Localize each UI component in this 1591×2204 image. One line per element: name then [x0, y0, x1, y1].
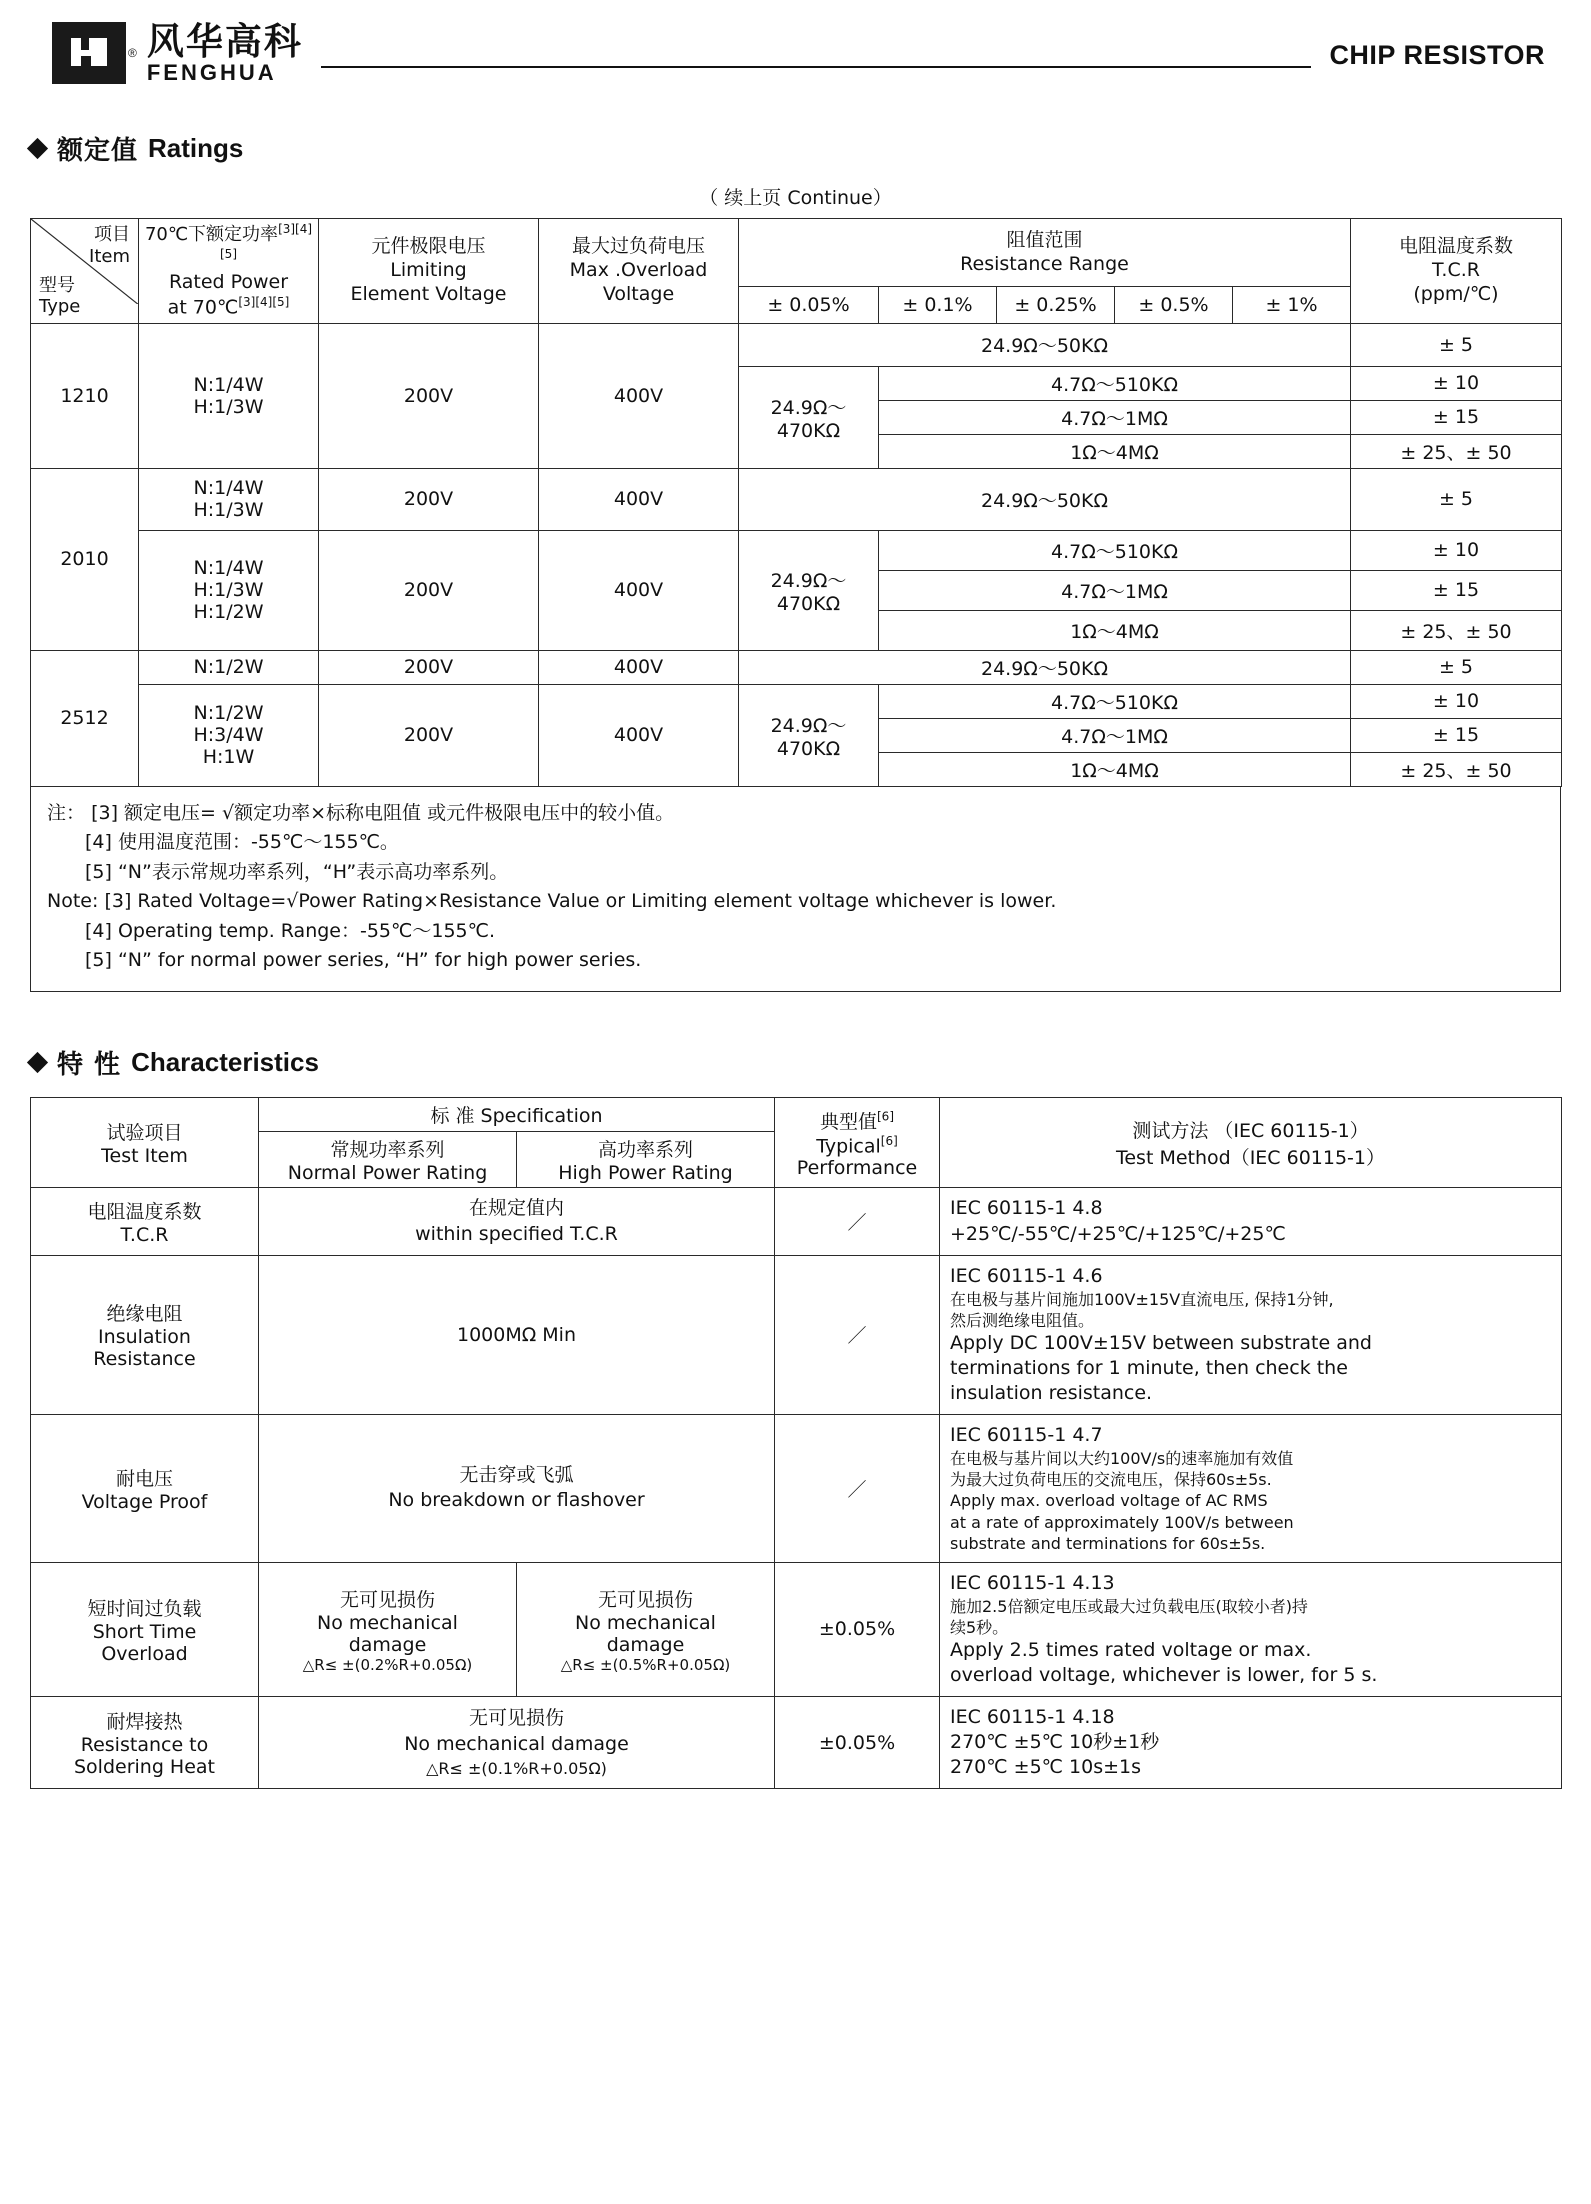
overload-2010-b: 400V: [539, 530, 739, 650]
method-line: IEC 60115-1 4.6: [950, 1264, 1103, 1287]
range-value: 24.9Ω～50KΩ: [739, 468, 1351, 530]
note-en-4: [4] Operating temp. Range：-55℃～155℃.: [85, 919, 496, 942]
logo-wordmark: [146, 19, 303, 85]
typical-en2: Performance: [796, 1157, 918, 1180]
char-item-cn: 耐电压: [115, 1467, 173, 1490]
note-en-3-c: or Limiting element voltage whichever is lower.: [599, 890, 1057, 913]
range-line: 470KΩ: [776, 737, 841, 760]
range-value: 4.7Ω～510KΩ: [879, 366, 1351, 400]
tcr-value: ± 25、± 50: [1351, 610, 1562, 650]
range-value: 4.7Ω～510KΩ: [879, 530, 1351, 570]
char-method: [940, 1697, 1562, 1789]
tolerance-header: ± 0.05%: [739, 287, 879, 323]
power-line: H:1/3W: [193, 579, 264, 602]
method-line: IEC 60115-1 4.18: [950, 1706, 1115, 1729]
note-en-5: [5] “N” for normal power series, “H” for high power series.: [85, 949, 642, 972]
method-line: 施加2.5倍额定电压或最大过负载电压(取较小者)持: [950, 1596, 1308, 1616]
table-row: [31, 1255, 1562, 1415]
characteristics-title-en: Characteristics: [131, 1047, 319, 1078]
spec-line: △R≤ ±(0.5%R+0.05Ω): [560, 1655, 731, 1674]
normal-en: Normal Power Rating: [287, 1162, 488, 1185]
char-item-en: Insulation: [98, 1326, 191, 1349]
rated-power-sup: [3][4][5]: [220, 222, 313, 261]
range-line: 24.9Ω～: [770, 569, 847, 592]
tcr-value: ± 5: [1351, 650, 1562, 684]
table-row: [31, 1415, 1562, 1563]
tolerance-header: ± 0.25%: [997, 287, 1115, 323]
range-line: 470KΩ: [776, 419, 841, 442]
range-value: 1Ω～4MΩ: [879, 752, 1351, 786]
method-line: IEC 60115-1 4.7: [950, 1424, 1103, 1447]
char-item-en: Resistance to: [80, 1734, 209, 1757]
power-line: H:1W: [202, 746, 255, 769]
power-line: H:1/3W: [193, 395, 264, 418]
spec-line: △R≤ ±(0.2%R+0.05Ω): [302, 1655, 473, 1674]
typical-cn: 典型值: [819, 1110, 877, 1133]
method-line: +25℃/-55℃/+25℃/+125℃/+25℃: [950, 1222, 1286, 1245]
header-resistance-range: [739, 219, 1351, 287]
table-row: [31, 1562, 1562, 1696]
typical-en1-sup: [6]: [880, 1133, 898, 1148]
sqrt-icon-2: √: [286, 890, 299, 913]
header-limiting-voltage: [319, 219, 539, 324]
tcr-value: ± 5: [1351, 323, 1562, 366]
page-title: CHIP RESISTOR: [1329, 39, 1545, 70]
ratings-title-cn: 额定值: [57, 136, 139, 166]
tolerance-header: ± 0.5%: [1115, 287, 1233, 323]
tcr-value: ± 15: [1351, 400, 1562, 434]
char-typical: ／: [775, 1415, 940, 1563]
char-item-en: Voltage Proof: [81, 1490, 208, 1513]
logo-english-name: FENGHUA: [146, 59, 277, 85]
ratings-title-en: Ratings: [148, 133, 244, 163]
method-line: 然后测绝缘电阻值。: [950, 1310, 1095, 1330]
sqrt-icon: √: [221, 801, 235, 824]
char-item: [31, 1562, 259, 1696]
char-typical: ±0.05%: [775, 1562, 940, 1696]
method-line: 270℃ ±5℃ 10秒±1秒: [950, 1731, 1160, 1754]
char-spec: [259, 1697, 775, 1789]
spec-line: damage: [348, 1633, 427, 1656]
range-line: 24.9Ω～: [770, 714, 847, 737]
note-en-label: Note:: [47, 890, 99, 913]
high-en: High Power Rating: [558, 1162, 733, 1185]
method-line: overload voltage, whichever is lower, for 5 s.: [950, 1664, 1378, 1687]
range-value: 1Ω～4MΩ: [879, 434, 1351, 468]
char-spec: [259, 1255, 775, 1415]
method-line: Apply DC 100V±15V between substrate and: [950, 1331, 1372, 1354]
limiting-2512-a: 200V: [319, 650, 539, 684]
note-cn-5: [5] “N”表示常规功率系列，“H”表示高功率系列。: [85, 860, 509, 883]
rated-power-en2: at 70℃: [167, 296, 239, 319]
rated-power-en2-sup: [3][4][5]: [238, 294, 290, 309]
tolerance-005-range: [739, 366, 879, 468]
range-cn: 阻值范围: [1006, 228, 1083, 251]
rated-power-en: Rated Power: [168, 271, 289, 293]
header-normal-power: [259, 1132, 517, 1188]
header-tcr: [1351, 219, 1562, 324]
ratings-table: [30, 218, 1562, 787]
method-line: 在电极与基片间以大约100V/s的速率施加有效值: [950, 1449, 1294, 1469]
test-item-en: Test Item: [101, 1145, 188, 1168]
typical-en1: Typical: [816, 1135, 881, 1158]
char-item-cn: 电阻温度系数: [87, 1201, 202, 1224]
type-2010: 2010: [31, 468, 139, 650]
overload-en1: Max .Overload: [569, 259, 708, 282]
tcr-value: ± 25、± 50: [1351, 434, 1562, 468]
power-line: N:1/2W: [193, 656, 264, 679]
logo-chinese-name: 风华高科: [146, 19, 303, 63]
type-2512: 2512: [31, 650, 139, 786]
power-line: N:1/4W: [193, 557, 264, 580]
ratings-section-title: [30, 130, 1591, 167]
header-rated-power: [139, 219, 319, 324]
power-2010-a: [139, 468, 319, 530]
characteristics-section-title: [30, 1044, 1591, 1081]
char-method: [940, 1562, 1562, 1696]
char-spec-en: No mechanical damage: [404, 1733, 629, 1756]
method-cn: 测试方法: [1132, 1119, 1209, 1142]
tcr-value: ± 25、± 50: [1351, 752, 1562, 786]
spec-en: Specification: [480, 1105, 603, 1128]
overload-2010-a: 400V: [539, 468, 739, 530]
page-header: [0, 0, 1591, 84]
char-method: [940, 1255, 1562, 1415]
header-typical: [775, 1098, 940, 1188]
power-line: H:1/2W: [193, 601, 264, 624]
char-spec-high: [517, 1562, 775, 1696]
range-value: 1Ω～4MΩ: [879, 610, 1351, 650]
power-line: N:1/4W: [193, 477, 264, 500]
char-spec-en: 1000MΩ Min: [456, 1323, 577, 1346]
characteristics-title-cn: 特 性: [57, 1050, 122, 1081]
range-value: 24.9Ω～50KΩ: [739, 650, 1351, 684]
char-item: [31, 1697, 259, 1789]
limiting-1210: 200V: [319, 323, 539, 468]
char-item: [31, 1255, 259, 1415]
method-line: 270℃ ±5℃ 10s±1s: [950, 1756, 1142, 1779]
note-cn-3-c: 或元件极限电压中的较小值。: [427, 801, 675, 824]
overload-cn: 最大过负荷电压: [571, 235, 705, 258]
method-line: terminations for 1 minute, then check the: [950, 1356, 1348, 1379]
tolerance-005-range: [739, 530, 879, 650]
power-2512-a: [139, 650, 319, 684]
overload-2512-b: 400V: [539, 684, 739, 786]
method-en: Test Method（IEC 60115-1）: [1115, 1146, 1385, 1169]
normal-cn: 常规功率系列: [330, 1139, 445, 1162]
spec-line: 无可见损伤: [597, 1588, 693, 1611]
header-specification: [259, 1098, 775, 1132]
method-line: Apply 2.5 times rated voltage or max.: [950, 1639, 1312, 1662]
table-row: [31, 684, 1562, 718]
type-1210: 1210: [31, 323, 139, 468]
note-cn-4: [4] 使用温度范围：-55℃～155℃。: [85, 831, 399, 854]
char-item-en2: Soldering Heat: [73, 1756, 215, 1779]
char-method: [940, 1188, 1562, 1255]
registered-mark: ®: [128, 46, 137, 60]
corner-item-cn: 项目: [94, 224, 130, 245]
method-line: 为最大过负荷电压的交流电压，保持60s±5s.: [950, 1470, 1272, 1490]
test-item-cn: 试验项目: [106, 1122, 183, 1145]
table-row: [31, 650, 1562, 684]
char-item-cn: 短时间过负载: [87, 1597, 202, 1620]
characteristics-header-row-1: [31, 1098, 1562, 1132]
char-spec-normal: [259, 1562, 517, 1696]
tcr-cn: 电阻温度系数: [1398, 235, 1513, 258]
ratings-notes: [30, 787, 1561, 993]
char-spec-cn: 无击穿或飞弧: [459, 1463, 574, 1486]
limiting-2010-a: 200V: [319, 468, 539, 530]
range-value: 24.9Ω～50KΩ: [739, 323, 1351, 366]
note-cn-3-a: [3] 额定电压=: [91, 801, 216, 824]
continue-note: （ 续上页 Continue）: [699, 187, 892, 209]
spec-line: No mechanical: [575, 1611, 716, 1634]
method-cn-paren: （IEC 60115-1）: [1214, 1119, 1369, 1142]
header-high-power: [517, 1132, 775, 1188]
spec-cn: 标 准: [430, 1105, 475, 1128]
overload-2512-a: 400V: [539, 650, 739, 684]
overload-1210: 400V: [539, 323, 739, 468]
method-line: at a rate of approximately 100V/s between: [950, 1512, 1294, 1532]
diamond-bullet-icon: [27, 138, 48, 159]
rated-power-cn: 70℃下额定功率: [144, 224, 279, 245]
char-spec-cn: 在规定值内: [468, 1196, 564, 1219]
power-2010-b: [139, 530, 319, 650]
corner-type-cn: 型号: [39, 274, 75, 296]
note-en-3-a: [3] Rated Voltage=: [104, 890, 287, 913]
tcr-value: ± 10: [1351, 530, 1562, 570]
fenghua-logo-icon: [52, 22, 126, 84]
range-value: 4.7Ω～510KΩ: [879, 684, 1351, 718]
ratings-table-wrap: [30, 218, 1561, 787]
tolerance-header: ± 1%: [1233, 287, 1351, 323]
characteristics-table-wrap: [30, 1097, 1561, 1789]
power-line: H:1/3W: [193, 499, 264, 522]
corner-type-en: Type: [39, 296, 81, 318]
limiting-2512-b: 200V: [319, 684, 539, 786]
limiting-en1: Limiting: [390, 259, 467, 282]
power-line: H:3/4W: [193, 724, 264, 747]
method-line: 续5秒。: [950, 1617, 1009, 1637]
ratings-corner-cell: [31, 219, 139, 324]
table-row: [31, 468, 1562, 530]
overload-en2: Voltage: [602, 282, 675, 305]
range-line: 470KΩ: [776, 592, 841, 615]
method-line: 在电极与基片间施加100V±15V直流电压, 保持1分钟,: [950, 1289, 1334, 1309]
header-overload-voltage: [539, 219, 739, 324]
char-item-en: T.C.R: [120, 1224, 169, 1247]
char-item: [31, 1188, 259, 1255]
tcr-value: ± 10: [1351, 366, 1562, 400]
method-line: IEC 60115-1 4.13: [950, 1571, 1115, 1594]
char-spec: [259, 1188, 775, 1255]
method-line: IEC 60115-1 4.8: [950, 1197, 1103, 1220]
char-item-cn: 绝缘电阻: [106, 1303, 183, 1326]
diamond-bullet-icon-2: [27, 1052, 48, 1073]
char-typical: ±0.05%: [775, 1697, 940, 1789]
power-line: N:1/4W: [193, 373, 264, 396]
power-1210: [139, 323, 319, 468]
header-divider: [321, 66, 1312, 68]
char-spec-en: No breakdown or flashover: [388, 1489, 645, 1512]
char-item-cn: 耐焊接热: [106, 1711, 183, 1734]
tcr-value: ± 15: [1351, 718, 1562, 752]
limiting-2010-b: 200V: [319, 530, 539, 650]
table-row: [31, 1697, 1562, 1789]
char-item-en: Short Time: [92, 1620, 197, 1643]
spec-line: damage: [606, 1633, 685, 1656]
char-spec: [259, 1415, 775, 1563]
range-line: 24.9Ω～: [770, 396, 847, 419]
characteristics-table: [30, 1097, 1562, 1789]
char-typical: ／: [775, 1255, 940, 1415]
power-line: N:1/2W: [193, 702, 264, 725]
range-en: Resistance Range: [960, 252, 1129, 275]
header-test-method: [940, 1098, 1562, 1188]
char-spec-extra: △R≤ ±(0.1%R+0.05Ω): [426, 1758, 607, 1778]
method-line: substrate and terminations for 60s±5s.: [950, 1533, 1266, 1553]
note-cn-3: [47, 799, 1544, 828]
char-spec-cn: 无可见损伤: [468, 1707, 564, 1730]
method-line: Apply max. overload voltage of AC RMS: [950, 1491, 1268, 1511]
char-item: [31, 1415, 259, 1563]
tcr-value: ± 5: [1351, 468, 1562, 530]
ratings-header-row-1: [31, 219, 1562, 287]
tolerance-005-range: [739, 684, 879, 786]
method-line: insulation resistance.: [950, 1382, 1153, 1405]
char-typical: ／: [775, 1188, 940, 1255]
tcr-unit: (ppm/℃): [1413, 282, 1499, 305]
table-row: [31, 1188, 1562, 1255]
tcr-value: ± 15: [1351, 570, 1562, 610]
note-en-3-b: Power Rating×Resistance Value: [298, 890, 600, 913]
char-item-en2: Resistance: [93, 1348, 196, 1371]
power-2512-b: [139, 684, 319, 786]
char-item-en2: Overload: [101, 1642, 188, 1665]
range-value: 4.7Ω～1MΩ: [879, 400, 1351, 434]
high-cn: 高功率系列: [597, 1139, 693, 1162]
spec-line: No mechanical: [317, 1611, 458, 1634]
limiting-en2: Element Voltage: [350, 282, 507, 305]
char-method: [940, 1415, 1562, 1563]
note-cn-label: 注：: [47, 801, 86, 824]
typical-cn-sup: [6]: [877, 1109, 894, 1124]
tcr-en: T.C.R: [1432, 259, 1480, 282]
note-cn-3-b: 额定功率×标称电阻值: [234, 801, 422, 824]
table-row: [31, 530, 1562, 570]
header-test-item: [31, 1098, 259, 1188]
limiting-cn: 元件极限电压: [371, 235, 486, 258]
range-value: 4.7Ω～1MΩ: [879, 718, 1351, 752]
corner-item-en: Item: [89, 245, 130, 267]
table-row: [31, 323, 1562, 366]
char-spec-en: within specified T.C.R: [415, 1222, 618, 1245]
tcr-value: ± 10: [1351, 684, 1562, 718]
spec-line: 无可见损伤: [339, 1588, 435, 1611]
note-en-3: [47, 887, 1544, 916]
tolerance-header: ± 0.1%: [879, 287, 997, 323]
range-value: 4.7Ω～1MΩ: [879, 570, 1351, 610]
